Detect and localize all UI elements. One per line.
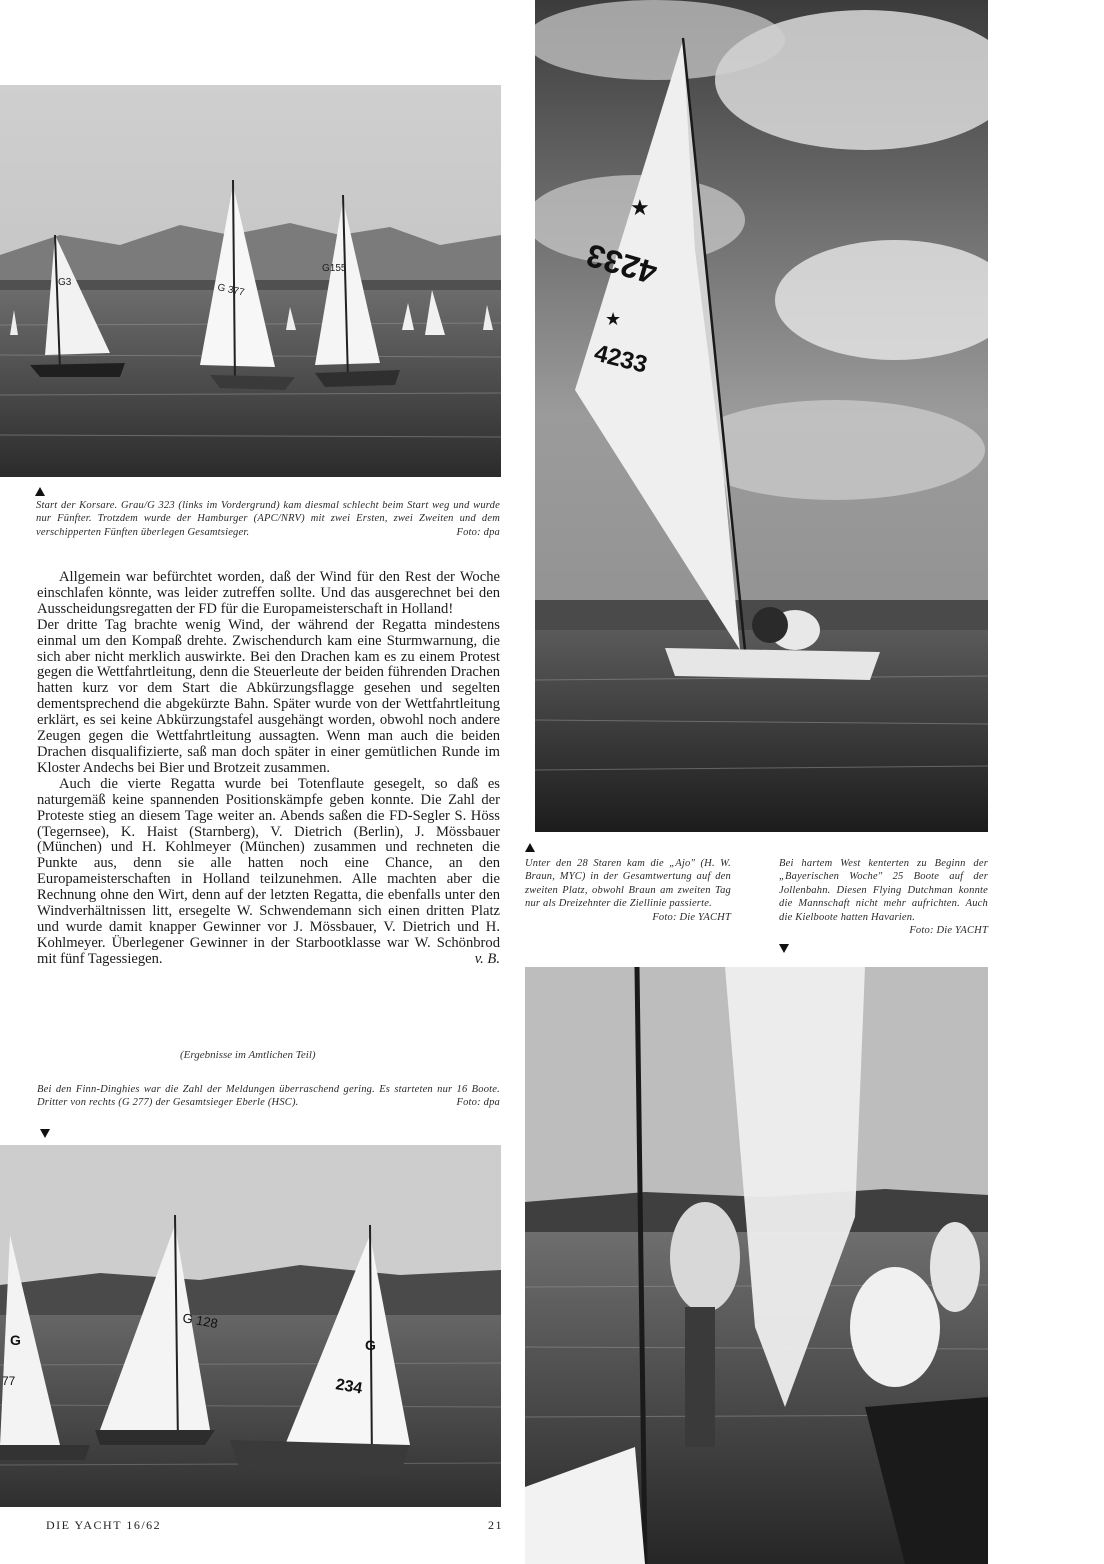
star-boat-photo — [535, 0, 988, 832]
finn-dinghies-photo — [0, 1145, 501, 1507]
results-note: (Ergebnisse im Amtlichen Teil) — [180, 1049, 316, 1061]
caption-text: Bei den Finn-Dinghies war die Zahl der Meldungen überraschend gering. Es starteten nur 16 Boote. Dritter von rechts (G 277) der Gesamtsieger Eberle (HSC). — [37, 1084, 500, 1109]
caption-pointer-down-icon — [779, 944, 789, 953]
sail-number: G 377 — [216, 282, 246, 299]
sail-number: G — [10, 1332, 21, 1348]
article-body — [37, 570, 500, 968]
author-signature: v. B. — [474, 950, 500, 967]
photo-credit: Foto: Die YACHT — [652, 911, 731, 923]
caption-pointer-down-icon — [40, 1129, 50, 1138]
sail-number: 234 — [334, 1376, 364, 1398]
star-emblem-icon: ★ — [605, 309, 622, 329]
korsare-start-photo — [0, 85, 501, 477]
caption-pointer-up-icon — [35, 487, 45, 496]
sail-number: 4233 — [591, 339, 650, 379]
star-caption — [525, 857, 731, 924]
finn-caption — [37, 1083, 500, 1110]
page-number: 21 — [488, 1518, 503, 1532]
photo-credit: Foto: Die YACHT — [909, 925, 988, 937]
article-paragraph-text: Auch die vierte Regatta wurde bei Totenflaute gesegelt, so daß es naturgemäß keine spannenden Positionskämpfe geben konnte. Die Zahl der Proteste stieg an diesem Tage weiter an. Abends saßen die FD-Segler S. Höss (Tegernsee), K. Haist (Starnberg), V. Dietrich (Berlin), J. Mössbauer (München) und H. Kohlmeyer (München) zusammen und rechneten die Punkte aus, denn sie alle hatten noch eine Chance, an den Europameisterschaften in Holland teilzunehmen. Alle machten aber die Rechnung ohne den Wirt, denn auf der letzten Regatta, die ebenfalls unter den Windverhältnissen litt, ersegelte W. Schwendemann sich einen dritten Platz und wurde damit knapper Gewinner vor J. Mössbauer, V. Dietrich und H. Kohlmeyer. Überlegener Gewinner in der Starbootklasse war W. Schönbrod mit fünf Tagessiegen. — [37, 775, 500, 967]
sail-number: 4233 — [582, 236, 661, 292]
sail-number: G — [365, 1337, 376, 1353]
sail-number: G 128 — [181, 1310, 219, 1332]
caption-text: Bei hartem West kenterten zu Beginn der „Bayerischen Woche" 25 Boote auf der Jollenbahn. Diesen Flying Dutchman konnte die Mannschaft nicht mehr aufrichten. Auch die Kielboote hatten Havarien. — [779, 858, 988, 923]
caption-text: Unter den 28 Staren kam die „Ajo" (H. W. Braun, MYC) in der Gesamtwertung auf den zweiten Platz, obwohl Braun am zweiten Tag nur als Dreizehnter die Ziellinie passierte. — [525, 858, 731, 910]
flying-dutchman-capsize-photo — [525, 967, 988, 1564]
sail-number: G3 — [58, 277, 72, 288]
article-paragraph: Allgemein war befürchtet worden, daß der Wind für den Rest der Woche einschlafen könnte, was leider zutreffen sollte. Und das ausgerechnet bei den Ausscheidungsregatten der FD für die Europameisterschaft in Holland! — [37, 569, 500, 617]
photo-credit: Foto: dpa — [456, 526, 500, 538]
photo-credit: Foto: dpa — [456, 1097, 500, 1109]
article-paragraph: Der dritte Tag brachte wenig Wind, der während der Regatta mindestens einmal um den Kompaß drehte. Zwischendurch kam eine Sturmwarnung, die sich aber nicht merklich auswirkte. Bei den Drachen kam es zu einem Protest gegen die Wettfahrtleitung, denn die Steuerleute der beiden führenden Drachen hatten kurz vor dem Start die Abkürzungsflagge gesehen und segelten dementsprechend die abgekürzte Bahn. Später wurde von der Wettfahrtleitung erklärt, es sei keine Abkürzungstafel ausgehängt worden, obwohl noch andere Zeugen gegen die Wettfahrtleitung aussagten. Wenn man auch die beiden Drachen disqualifizierte, saß man doch später in einer gemütlichen Runde im Kloster Andechs bei Bier und Brotzeit zusammen. — [37, 616, 500, 776]
sail-number: 77 — [2, 1374, 16, 1388]
fd-caption — [779, 857, 988, 937]
korsare-caption — [36, 499, 500, 539]
caption-text: Start der Korsare. Grau/G 323 (links im Vordergrund) kam diesmal schlecht beim Start weg und wurde nur Fünfter. Trotzdem wurde der Hamburger (APC/NRV) mit zwei Ersten, zwei Zweiten und dem verschipperten Fünften überlegen Gesamtsieger. — [36, 500, 500, 538]
article-paragraph — [37, 777, 500, 968]
star-emblem-icon: ★ — [630, 195, 650, 220]
sail-number: G155 — [322, 263, 347, 274]
publication-footer: DIE YACHT 16/62 — [46, 1518, 162, 1532]
caption-pointer-up-icon — [525, 843, 535, 852]
